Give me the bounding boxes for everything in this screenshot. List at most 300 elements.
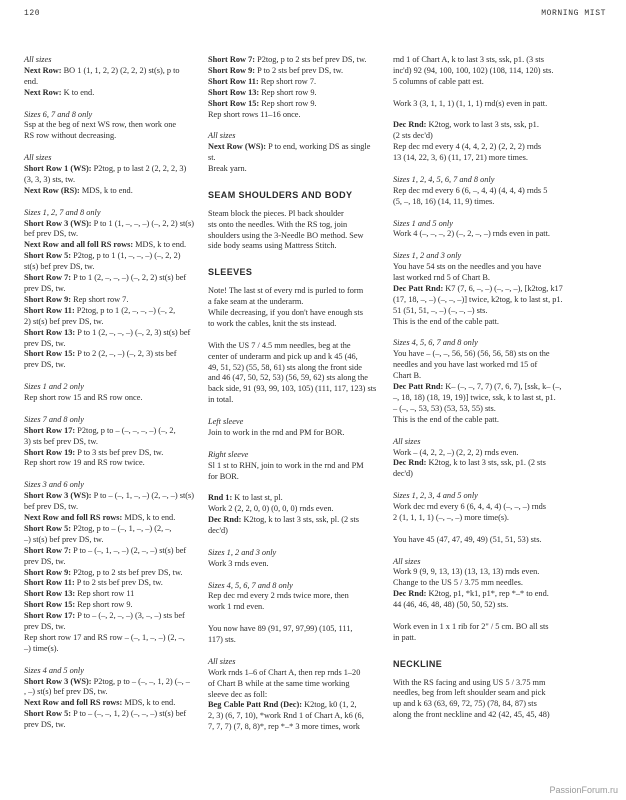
- instruction-paragraph: [393, 535, 583, 546]
- size-subheading: [24, 415, 209, 426]
- instruction-label: Short Row 17:: [24, 611, 76, 621]
- instruction-label: Short Row 11:: [24, 578, 75, 588]
- text-line: Dec Rnd: K2tog, k to last 3 sts, ssk, p1. (2 sts: [393, 458, 546, 468]
- size-subheading: [24, 208, 209, 219]
- instruction-paragraph: [24, 66, 209, 88]
- instruction-paragraph: [24, 120, 209, 142]
- text-line: Sizes 6, 7 and 8 only: [24, 109, 93, 119]
- instruction-paragraph: [208, 559, 393, 570]
- page-number: 120: [24, 9, 41, 18]
- instruction-paragraph: [393, 349, 583, 382]
- text-line: Short Row 19: P to 3 sts bef prev DS, tw.: [24, 447, 164, 457]
- text-line: Short Row 15: Rep short row 9.: [208, 98, 317, 108]
- text-line: Short Row 17: P2tog, p to – (–, –, –, –) (–, 2,: [24, 425, 176, 435]
- instruction-label: Next Row and foll RS rows:: [24, 698, 123, 708]
- instruction-paragraph: [24, 393, 209, 404]
- text-line: Short Row 11: Rep short row 7.: [208, 76, 317, 86]
- text-line: SEAM SHOULDERS AND BODY: [208, 189, 353, 200]
- paragraph-gap: [393, 240, 583, 251]
- text-line: Work 3 (3, 1, 1, 1) (1, 1, 1) rnd(s) even in patt.: [393, 98, 548, 108]
- text-line: Next Row and all foll RS rows: MDS, k to end.: [24, 240, 187, 250]
- instruction-label: Dec Rnd:: [393, 589, 427, 599]
- instruction-label: Next Row (RS):: [24, 185, 80, 195]
- text-line: and 46 (47, 50, 52, 53) (56, 59, 62) sts along the: [208, 373, 368, 383]
- section-heading: [208, 190, 393, 201]
- watermark-text: PassionForum.ru: [549, 785, 618, 795]
- text-line: This is the end of the cable patt.: [393, 316, 499, 326]
- instruction-label: Short Row 11:: [208, 76, 259, 86]
- text-line: All sizes: [208, 131, 236, 141]
- instruction-label: Short Row 1 (WS):: [24, 164, 92, 174]
- instruction-paragraph: [393, 284, 583, 328]
- text-line: prev DS, tw.: [24, 283, 66, 293]
- instruction-paragraph: [208, 66, 393, 77]
- text-line: Short Row 7: P to 1 (2, –, –, –) (–, 2, 2) st(s) bef: [24, 273, 187, 283]
- text-line: All sizes: [393, 436, 421, 446]
- paragraph-gap: [24, 371, 209, 382]
- instruction-paragraph: [393, 229, 583, 240]
- text-line: Sizes 1 and 2 only: [24, 382, 84, 392]
- text-line: Short Row 3 (WS): P to 1 (1, –, –, –) (–, 2, 2) st(s): [24, 218, 195, 228]
- size-subheading: [393, 219, 583, 230]
- paragraph-gap: [393, 208, 583, 219]
- instruction-paragraph: [393, 448, 583, 459]
- text-line: Work 9 (9, 9, 13, 13) (13, 13, 13) rnds even.: [393, 567, 540, 577]
- paragraph-gap: [208, 330, 393, 341]
- text-line: Short Row 11: P to 2 sts bef prev DS, tw.: [24, 578, 163, 588]
- size-subheading: [393, 175, 583, 186]
- text-line: up and k 63 (63, 69, 72, 75) (78, 84, 87) sts: [393, 699, 537, 709]
- instruction-paragraph: [24, 349, 209, 371]
- instruction-label: Beg Cable Patt Rnd (Dec):: [208, 700, 303, 710]
- text-line: Short Row 11: P2tog, p to 1 (2, –, –, –) (–, 2,: [24, 305, 176, 315]
- instruction-paragraph: [24, 88, 209, 99]
- paragraph-gap: [24, 655, 209, 666]
- text-line: st(s) bef prev DS, tw.: [24, 262, 95, 272]
- instruction-paragraph: [24, 251, 209, 273]
- text-line: Sizes 1, 2, 3, 4 and 5 only: [393, 491, 478, 501]
- instruction-paragraph: [208, 99, 393, 121]
- text-line: –) st(s) bef prev DS, tw.: [24, 534, 104, 544]
- text-line: bef prev DS, tw.: [24, 229, 79, 239]
- text-line: Work even in 1 x 1 rib for 2" / 5 cm. BO all sts: [393, 621, 549, 631]
- instruction-paragraph: [24, 491, 209, 513]
- instruction-paragraph: [393, 567, 583, 589]
- text-line: 49, 51, 52) (55, 58, 61) sts along the front side: [208, 362, 362, 372]
- instruction-label: Short Row 13:: [24, 589, 76, 599]
- instruction-label: Next Row:: [24, 65, 62, 75]
- text-line: Work 2 (2, 2, 0, 0) (0, 0, 0) rnds even.: [208, 504, 334, 514]
- size-subheading: [393, 557, 583, 568]
- text-line: 51 (51, 51, –, –) (–, –, –) sts.: [393, 305, 488, 315]
- text-line: last worked rnd 5 of Chart B.: [393, 273, 491, 283]
- instruction-label: Short Row 5:: [24, 709, 72, 719]
- text-line: Sizes 7 and 8 only: [24, 414, 84, 424]
- text-line: along the front neckline and 42 (42, 45, 45, 48): [393, 710, 550, 720]
- instruction-label: Short Row 17:: [24, 425, 76, 435]
- instruction-label: Short Row 15:: [208, 98, 260, 108]
- text-line: Short Row 7: P2tog, p to 2 sts bef prev DS, tw.: [208, 55, 367, 64]
- paragraph-gap: [393, 611, 583, 622]
- paragraph-gap: [208, 646, 393, 657]
- paragraph-gap: [393, 110, 583, 121]
- text-line: Left sleeve: [208, 417, 244, 427]
- instruction-label: Dec Patt Rnd:: [393, 283, 444, 293]
- instruction-paragraph: [393, 120, 583, 164]
- instruction-paragraph: [24, 328, 209, 350]
- instruction-paragraph: [24, 589, 209, 600]
- paragraph-gap: [208, 537, 393, 548]
- text-line: 7, 7, 7) (7, 8, 8)*, rep *–* 3 more times, work: [208, 722, 360, 732]
- text-line: Short Row 9: P to 2 sts bef prev DS, tw.: [208, 65, 344, 75]
- text-line: a fake seam at the underarm.: [208, 297, 304, 307]
- text-line: Next Row and foll RS rows: MDS, k to end.: [24, 512, 176, 522]
- size-subheading: [393, 338, 583, 349]
- text-line: Sizes 3 and 6 only: [24, 480, 84, 490]
- text-line: Sizes 1, 2, 4, 5, 6, 7 and 8 only: [393, 174, 495, 184]
- instruction-label: Short Row 5:: [24, 523, 72, 533]
- text-line: RS row without decreasing.: [24, 131, 117, 141]
- instruction-paragraph: [208, 515, 393, 537]
- text-line: Short Row 13: P to 1 (2, –, –, –) (–, 2, 3) st(s) bef: [24, 327, 191, 337]
- paragraph-gap: [24, 197, 209, 208]
- instruction-paragraph: [393, 678, 583, 722]
- instruction-label: Dec Rnd:: [393, 458, 427, 468]
- text-line: Next Row: K to end.: [24, 87, 95, 97]
- text-line: All sizes: [24, 55, 52, 64]
- text-line: 2 (1, 1, 1, 1) (–, –, –) more time(s).: [393, 512, 509, 522]
- text-line: All sizes: [24, 153, 52, 163]
- text-line: in total.: [208, 395, 234, 405]
- text-line: Dec Patt Rnd: K– (–, –, 7, 7) (7, 6, 7), [ssk, k– (–,: [393, 382, 562, 392]
- text-line: Short Row 15: P to 2 (2, –, –) (–, 2, 3) sts bef: [24, 349, 177, 359]
- size-subheading: [208, 450, 393, 461]
- text-line: All sizes: [208, 656, 236, 666]
- text-line: Beg Cable Patt Rnd (Dec): K2tog, k0 (1, 2,: [208, 700, 357, 710]
- text-column-2: [208, 55, 393, 733]
- text-line: Right sleeve: [208, 449, 249, 459]
- instruction-paragraph: [24, 426, 209, 448]
- text-column-3: [393, 55, 583, 721]
- text-line: prev DS, tw.: [24, 720, 66, 730]
- text-line: Sl 1 st to RHN, join to work in the rnd and PM: [208, 460, 364, 470]
- instruction-paragraph: [208, 142, 393, 175]
- instruction-label: Short Row 15:: [24, 349, 76, 359]
- text-line: Rep short rows 11–16 once.: [208, 109, 301, 119]
- instruction-paragraph: [393, 622, 583, 644]
- size-subheading: [393, 437, 583, 448]
- text-line: Short Row 5: P2tog, p to 1 (1, –, –, –) (–, 2, 2): [24, 251, 181, 261]
- text-line: Short Row 5: P2tog, p to – (–, 1, –, –) (2, –,: [24, 523, 172, 533]
- text-line: Work rnds 1–6 of Chart A, then rep rnds 1–20: [208, 667, 361, 677]
- text-line: 44 (46, 46, 48, 48) (50, 50, 52) sts.: [393, 600, 509, 610]
- paragraph-gap: [393, 328, 583, 339]
- page-header: [20, 9, 606, 23]
- text-line: Work dec rnd every 6 (6, 4, 4, 4) (–, –, –) rnds: [393, 502, 547, 512]
- size-subheading: [208, 417, 393, 428]
- text-line: Dec Patt Rnd: K7 (7, 6, –, –) (–, –, –), [k2tog, k17: [393, 283, 563, 293]
- instruction-label: Short Row 13:: [24, 327, 76, 337]
- instruction-label: Short Row 9:: [208, 65, 256, 75]
- text-line: Dec Rnd: K2tog, p1, *k1, p1*, rep *–* to end.: [393, 589, 549, 599]
- instruction-label: Short Row 7:: [24, 273, 72, 283]
- instruction-paragraph: [24, 306, 209, 328]
- paragraph-gap: [393, 524, 583, 535]
- paragraph-gap: [208, 406, 393, 417]
- text-line: Ssp at the beg of next WS row, then work one: [24, 120, 177, 130]
- instruction-label: Dec Patt Rnd:: [393, 382, 444, 392]
- instruction-paragraph: [24, 448, 209, 470]
- text-line: Sizes 1, 2 and 3 only: [208, 547, 277, 557]
- text-line: While decreasing, if you don't have enough sts: [208, 307, 363, 317]
- size-subheading: [208, 131, 393, 142]
- instruction-paragraph: [393, 382, 583, 426]
- text-line: Rep dec rnd every 4 (4, 4, 2, 2) (2, 2, 2) rnds: [393, 142, 542, 152]
- text-line: Short Row 15: Rep short row 9.: [24, 600, 133, 610]
- text-line: prev DS, tw.: [24, 360, 66, 370]
- text-line: bef prev DS, tw.: [24, 502, 79, 512]
- text-line: Rep dec rnd every 6 (6, –, 4, 4) (4, 4, 4) rnds 5: [393, 185, 548, 195]
- text-line: Rep short row 19 and RS row twice.: [24, 458, 145, 468]
- instruction-paragraph: [208, 624, 393, 646]
- text-line: Sizes 1 and 5 only: [393, 218, 453, 228]
- text-line: dec'd): [208, 526, 228, 536]
- instruction-label: Short Row 5:: [24, 251, 72, 261]
- text-line: (3, 3, 3) sts, tw.: [24, 174, 76, 184]
- instruction-label: Short Row 7:: [24, 545, 72, 555]
- instruction-label: Dec Rnd:: [208, 515, 242, 525]
- text-line: With the US 7 / 4.5 mm needles, beg at the: [208, 340, 351, 350]
- instruction-paragraph: [393, 262, 583, 284]
- size-subheading: [208, 548, 393, 559]
- text-line: needles, beg from left shoulder seam and pick: [393, 688, 546, 698]
- text-line: Short Row 9: Rep short row 7.: [24, 294, 129, 304]
- instruction-paragraph: [208, 700, 393, 733]
- instruction-paragraph: [24, 524, 209, 546]
- paragraph-gap: [208, 252, 393, 263]
- text-line: Break yarn.: [208, 164, 247, 174]
- instruction-paragraph: [24, 164, 209, 186]
- section-heading: [208, 267, 393, 278]
- text-line: Next Row (WS): P to end, working DS as single: [208, 142, 371, 152]
- text-line: 5 columns of cable patt est.: [393, 76, 484, 86]
- text-line: Next Row (RS): MDS, k to end.: [24, 185, 133, 195]
- instruction-label: Short Row 3 (WS):: [24, 218, 92, 228]
- text-line: of Chart B while at the same time working: [208, 678, 350, 688]
- text-line: –, 18, 18) (18, 19, 19)] twice, ssk, k to last st, p1.: [393, 393, 556, 402]
- paragraph-gap: [393, 644, 583, 655]
- text-line: dec'd): [393, 469, 413, 479]
- text-line: center of underarm and pick up and k 45 (46,: [208, 351, 358, 361]
- instruction-label: Short Row 19:: [24, 447, 76, 457]
- paragraph-gap: [24, 469, 209, 480]
- size-subheading: [24, 382, 209, 393]
- size-subheading: [24, 110, 209, 121]
- instruction-paragraph: [208, 668, 393, 701]
- paragraph-gap: [208, 570, 393, 581]
- size-subheading: [24, 153, 209, 164]
- text-line: 117) sts.: [208, 635, 236, 645]
- text-line: st.: [208, 153, 216, 163]
- text-line: Rep dec rnd every 2 rnds twice more, then: [208, 591, 349, 601]
- text-line: for BOR.: [208, 471, 239, 481]
- paragraph-gap: [208, 120, 393, 131]
- size-subheading: [393, 251, 583, 262]
- text-line: Rnd 1: K to last st, pl.: [208, 493, 283, 503]
- text-line: Rep short row 17 and RS row – (–, 1, –, –) (2, –,: [24, 632, 185, 642]
- text-line: prev DS, tw.: [24, 622, 66, 632]
- text-line: (17, 18, –, –) (–, –, –)] twice, k2tog, k to last st, p1.: [393, 294, 563, 304]
- text-line: Steam block the pieces. Pl back shoulder: [208, 208, 344, 218]
- text-line: Chart B.: [393, 371, 422, 381]
- instruction-paragraph: [208, 493, 393, 515]
- instruction-paragraph: [208, 461, 393, 483]
- instruction-paragraph: [208, 55, 393, 66]
- instruction-paragraph: [24, 186, 209, 197]
- instruction-paragraph: [24, 600, 209, 611]
- text-line: Next Row and foll RS rows: MDS, k to end.: [24, 698, 176, 708]
- text-line: You have 45 (47, 47, 49, 49) (51, 51, 53) sts.: [393, 534, 542, 544]
- instruction-paragraph: [24, 546, 209, 568]
- text-line: With the RS facing and using US 5 / 3.75 mm: [393, 677, 546, 687]
- text-line: back side, 91 (93, 99, 103, 105) (111, 117, 123) sts: [208, 384, 377, 394]
- text-line: Change to the US 5 / 3.75 mm needles.: [393, 578, 523, 588]
- text-line: inc'd) 92 (94, 100, 100, 102) (108, 114, 120) sts.: [393, 65, 554, 75]
- text-line: end.: [24, 76, 39, 86]
- instruction-paragraph: [24, 513, 209, 524]
- instruction-label: Next Row (WS):: [208, 142, 267, 152]
- text-line: Short Row 3 (WS): P to – (–, 1, –, –) (2, –, –) st(s): [24, 491, 195, 501]
- paragraph-gap: [393, 480, 583, 491]
- instruction-paragraph: [393, 186, 583, 208]
- text-line: Dec Rnd: K2tog, work to last 3 sts, ssk, p1.: [393, 120, 539, 130]
- text-line: SLEEVES: [208, 267, 253, 278]
- paragraph-gap: [208, 175, 393, 186]
- text-line: Sizes 4, 5, 6, 7 and 8 only: [208, 580, 293, 590]
- text-line: Sizes 1, 2 and 3 only: [393, 251, 462, 261]
- text-line: Short Row 7: P to – (–, 1, –, –) (2, –, –) st(s) bef: [24, 545, 187, 555]
- instruction-paragraph: [24, 240, 209, 251]
- instruction-label: Short Row 15:: [24, 600, 76, 610]
- instruction-paragraph: [208, 591, 393, 613]
- text-line: You now have 89 (91, 97, 97,99) (105, 111,: [208, 624, 353, 634]
- text-line: Work 4 (–, –, –, 2) (–, 2, –, –) rnds even in patt.: [393, 229, 550, 239]
- text-line: work 1 rnd even.: [208, 602, 265, 612]
- text-line: rnd 1 of Chart A, k to last 3 sts, ssk, p1. (3 sts: [393, 55, 544, 64]
- instruction-paragraph: [393, 458, 583, 480]
- instruction-paragraph: [208, 286, 393, 330]
- text-line: –) time(s).: [24, 643, 59, 653]
- paragraph-gap: [393, 164, 583, 175]
- size-subheading: [208, 657, 393, 668]
- size-subheading: [24, 480, 209, 491]
- paragraph-gap: [208, 439, 393, 450]
- text-line: This is the end of the cable patt.: [393, 414, 499, 424]
- text-line: Dec Rnd: K2tog, k to last 3 sts, ssk, pl. (2 sts: [208, 515, 359, 525]
- text-line: Join to work in the rnd and PM for BOR.: [208, 427, 345, 437]
- text-line: 2) st(s) bef prev DS, tw.: [24, 316, 104, 326]
- text-line: Short Row 9: P2tog, p to 2 sts bef prev DS, tw.: [24, 567, 183, 577]
- text-line: Short Row 13: Rep short row 9.: [208, 87, 317, 97]
- instruction-paragraph: [393, 502, 583, 524]
- text-line: Rep short row 15 and RS row once.: [24, 393, 143, 403]
- instruction-paragraph: [24, 611, 209, 655]
- text-line: You have – (–, –, 56, 56) (56, 56, 58) sts on the: [393, 349, 550, 359]
- text-line: Sizes 1, 2, 7 and 8 only: [24, 207, 101, 217]
- instruction-paragraph: [393, 99, 583, 110]
- instruction-label: Dec Rnd:: [393, 120, 427, 130]
- text-line: NECKLINE: [393, 658, 443, 669]
- instruction-label: Next Row and foll RS rows:: [24, 512, 123, 522]
- section-heading: [393, 659, 583, 670]
- text-line: All sizes: [393, 556, 421, 566]
- paragraph-gap: [393, 426, 583, 437]
- instruction-paragraph: [24, 273, 209, 295]
- instruction-label: Short Row 7:: [208, 55, 256, 64]
- instruction-label: Short Row 11:: [24, 305, 75, 315]
- text-line: (5, –, 18, 16) (14, 11, 9) times.: [393, 196, 495, 206]
- paragraph-gap: [24, 142, 209, 153]
- instruction-paragraph: [208, 428, 393, 439]
- paragraph-gap: [393, 546, 583, 557]
- text-line: 3) sts bef prev DS, tw.: [24, 436, 98, 446]
- instruction-label: Next Row and all foll RS rows:: [24, 240, 134, 250]
- text-column-1: [24, 55, 209, 731]
- paragraph-gap: [24, 99, 209, 110]
- text-line: You have 54 sts on the needles and you have: [393, 262, 542, 272]
- text-line: in patt.: [393, 632, 417, 642]
- text-line: – (–, –, 53, 53) (53, 53, 55) sts.: [393, 403, 496, 413]
- instruction-paragraph: [24, 578, 209, 589]
- instruction-paragraph: [208, 77, 393, 88]
- size-subheading: [24, 666, 209, 677]
- instruction-paragraph: [24, 698, 209, 709]
- text-line: Next Row: BO 1 (1, 1, 2, 2) (2, 2, 2) st(s), p to: [24, 65, 180, 75]
- size-subheading: [24, 55, 209, 66]
- size-subheading: [393, 491, 583, 502]
- text-line: prev DS, tw.: [24, 338, 66, 348]
- text-line: Short Row 17: P to – (–, 2, –, –) (3, –, –) sts bef: [24, 611, 185, 621]
- instruction-paragraph: [24, 568, 209, 579]
- text-line: sts onto the needles. With the RS tog, join: [208, 219, 348, 229]
- paragraph-gap: [24, 404, 209, 415]
- text-line: Short Row 3 (WS): P2tog, p to – (–, –, 1, 2) (–, –: [24, 676, 190, 686]
- text-line: Work – (4, 2, 2, –) (2, 2, 2) rnds even.: [393, 447, 519, 457]
- instruction-paragraph: [24, 677, 209, 699]
- text-line: (2 sts dec'd): [393, 131, 433, 141]
- text-line: side body seams using Mattress Stitch.: [208, 241, 337, 251]
- instruction-paragraph: [24, 295, 209, 306]
- text-line: Work 3 rnds even.: [208, 558, 269, 568]
- instruction-paragraph: [208, 88, 393, 99]
- paragraph-gap: [208, 613, 393, 624]
- text-line: Sizes 4 and 5 only: [24, 665, 84, 675]
- text-line: to work the cables, knit the sts instead.: [208, 318, 337, 328]
- instruction-paragraph: [24, 219, 209, 241]
- instruction-paragraph: [393, 589, 583, 611]
- instruction-paragraph: [208, 341, 393, 406]
- text-line: shoulders using the 3-Needle BO method. Sew: [208, 230, 364, 240]
- text-line: , –) st(s) bef prev DS, tw.: [24, 687, 108, 697]
- paragraph-gap: [208, 482, 393, 493]
- instruction-label: Short Row 3 (WS):: [24, 491, 92, 501]
- instruction-label: Short Row 9:: [24, 567, 72, 577]
- size-subheading: [208, 581, 393, 592]
- instruction-paragraph: [393, 55, 583, 88]
- instruction-label: Short Row 13:: [208, 87, 260, 97]
- text-line: 2, 3) (6, 7, 10), *work Rnd 1 of Chart A, k6 (6,: [208, 711, 364, 721]
- running-title: MORNING MIST: [541, 9, 606, 18]
